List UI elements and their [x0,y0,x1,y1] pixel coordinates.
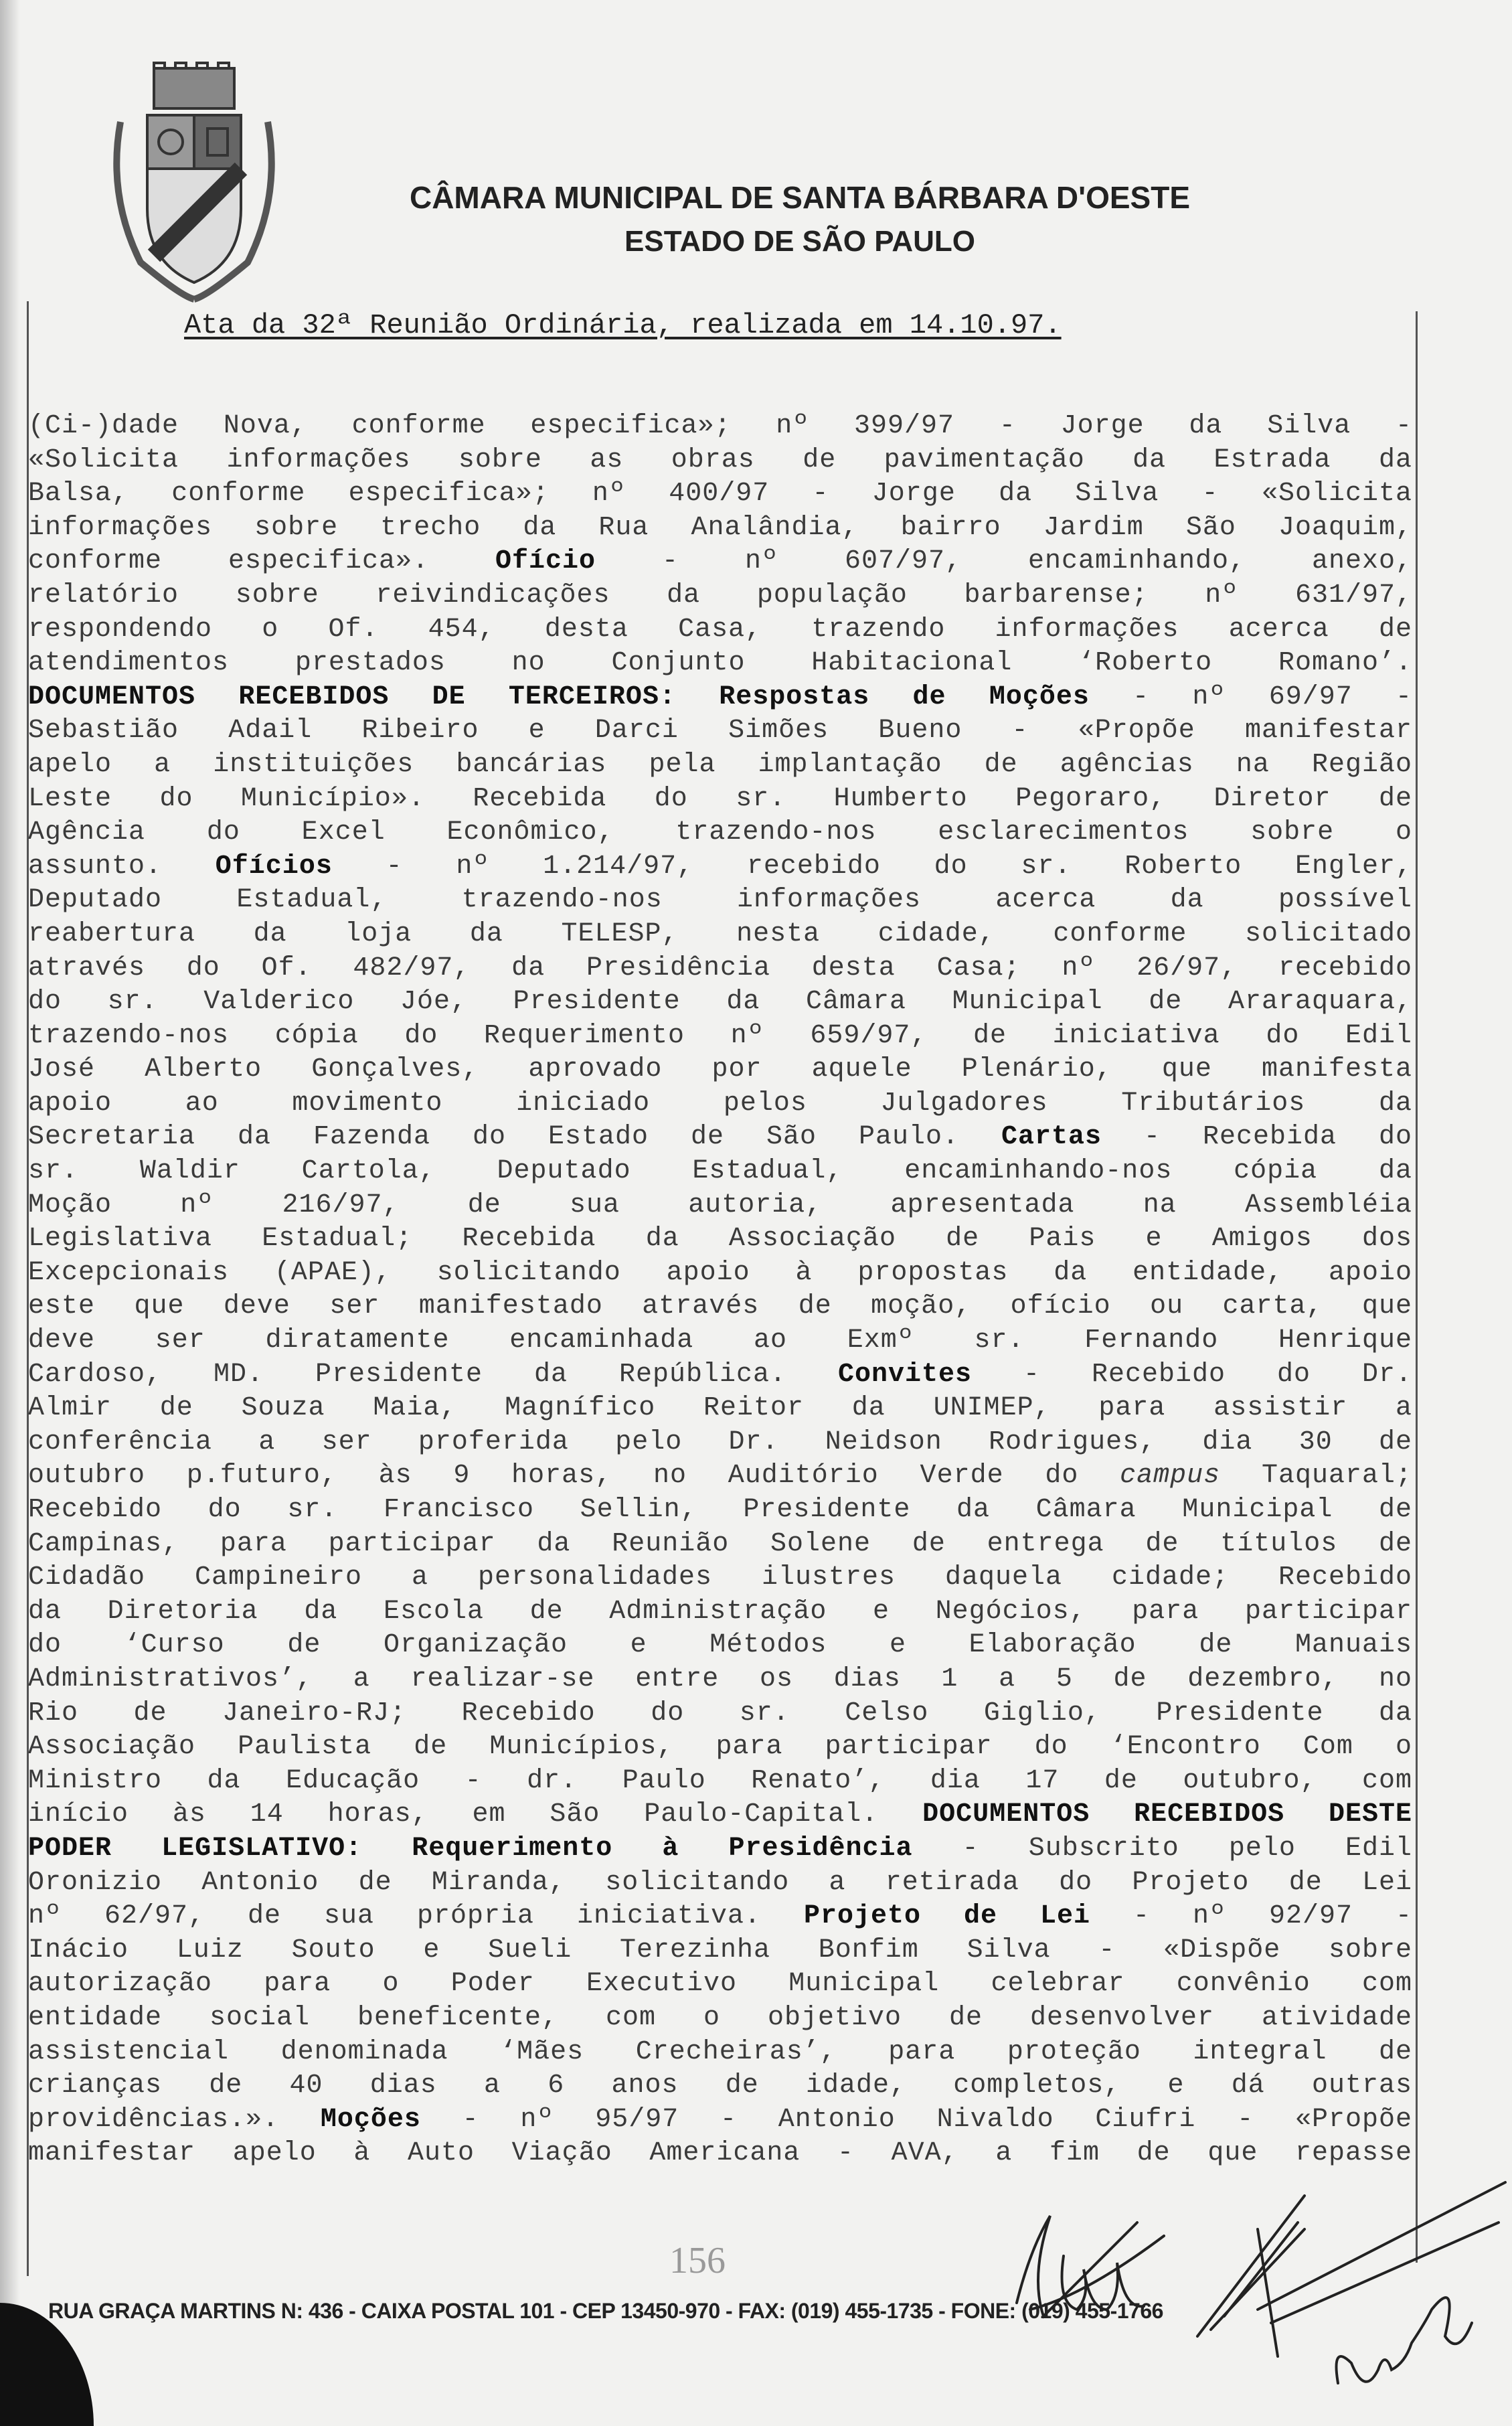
text-line [28,1663,1412,1697]
text-line [28,918,1412,952]
text-segment: Cardoso, MD. Presidente da República. [28,1359,838,1390]
text-segment: apoio ao movimento iniciado pelos Julgadores Tributários da [28,1088,1412,1119]
text-line [28,1493,1412,1528]
section-heading: Cartas [1001,1122,1102,1153]
section-heading: Projeto de Lei [804,1901,1091,1932]
text-line [28,477,1412,511]
text-segment: Recebido do sr. Francisco Sellin, Presidente da Câmara Municipal de [28,1495,1412,1525]
text-line [28,1459,1412,1493]
text-line [28,1629,1412,1663]
text-segment: (Ci-)dade Nova, conforme especifica»; nº 399/97 - Jorge da Silva - [28,411,1412,441]
text-segment: Balsa, conforme especifica»; nº 400/97 - Jorge da Silva - «Solicita [28,479,1412,509]
text-segment: Cidadão Campineiro a personalidades ilustres daquela cidade; Recebido [28,1562,1412,1593]
page-number: 156 [669,2240,726,2281]
minutes-body [28,410,1412,2171]
text-line [28,850,1412,884]
text-line [28,1087,1412,1121]
section-heading: PODER LEGISLATIVO: Requerimento à Presidência [28,1833,913,1864]
text-line [28,1832,1412,1866]
text-line [28,647,1412,681]
text-segment: Leste do Município». Recebida do sr. Humberto Pegoraro, Diretor de [28,783,1412,814]
text-line [28,1053,1412,1087]
text-segment: relatório sobre reivindicações da população barbarense; nº 631/97, [28,580,1412,611]
text-segment: apelo a instituições bancárias pela implantação de agências na Região [28,749,1412,780]
text-line [28,1934,1412,1968]
text-line [28,579,1412,613]
text-segment: - nº 1.214/97, recebido do sr. Roberto Engler, [386,851,1412,882]
text-line [28,1765,1412,1799]
text-segment: conforme especifica». [28,546,496,577]
text-line [28,1528,1412,1562]
text-segment: crianças de 40 dias a 6 anos de idade, completos, e dá outras [28,2071,1412,2101]
scan-edge-shadow [0,0,20,2426]
text-segment: respondendo o Of. 454, desta Casa, trazendo informações acerca de [28,614,1412,645]
text-segment: Campinas, para participar da Reunião Solene de entrega de títulos de [28,1528,1412,1559]
text-segment: Associação Paulista de Municípios, para participar do ‘Encontro Com o [28,1732,1412,1763]
right-margin-rule [1416,311,1418,2263]
text-line [28,1561,1412,1595]
text-segment: deve ser diratamente encaminhada ao Exmº sr. Fernando Henrique [28,1325,1412,1356]
institution-title: CÂMARA MUNICIPAL DE SANTA BÁRBARA D'OESTE [409,180,1191,215]
text-line [28,1121,1412,1155]
text-line [28,783,1412,817]
text-line [28,613,1412,647]
text-segment: assistencial denominada ‘Mães Crecheiras’, para proteção integral de [28,2036,1412,2067]
section-heading: DOCUMENTOS RECEBIDOS DESTE [922,1799,1412,1830]
text-segment: Ministro da Educação - dr. Paulo Renato’, dia 17 de outubro, com [28,1765,1412,1796]
text-line [28,1222,1412,1257]
text-segment: atendimentos prestados no Conjunto Habitacional ‘Roberto Romano’. [28,648,1412,679]
text-line [28,2103,1412,2137]
text-line [28,1257,1412,1291]
text-segment: Moção nº 216/97, de sua autoria, apresentada na Assembléia [28,1190,1412,1220]
text-line [28,444,1412,478]
text-segment: Administrativos’, a realizar-se entre os dias 1 a 5 de dezembro, no [28,1664,1412,1694]
text-segment: - nº 607/97, encaminhando, anexo, [662,546,1412,577]
text-line [28,1324,1412,1358]
section-heading: Convites [838,1359,973,1390]
text-segment: providências.». [28,2104,321,2135]
text-segment: Deputado Estadual, trazendo-nos informações acerca da possível [28,885,1412,916]
text-line [28,1866,1412,1901]
text-segment: Agência do Excel Econômico, trazendo-nos esclarecimentos sobre o [28,817,1412,848]
text-segment: - nº 92/97 - [1133,1901,1412,1932]
text-line [28,1392,1412,1426]
text-segment: - Recebido do Dr. [1023,1359,1412,1390]
section-heading: Moções [320,2104,421,2135]
text-line [28,1900,1412,1934]
text-segment: campus [1120,1461,1221,1491]
section-heading: DOCUMENTOS RECEBIDOS DE TERCEIROS: Respostas de Moções [28,681,1090,712]
text-segment: manifestar apelo à Auto Viação Americana - AVA, a fim de que repasse [28,2138,1412,2169]
text-segment: - nº 95/97 - Antonio Nivaldo Ciufri - «Propõe [462,2104,1412,2135]
text-segment: outubro p.futuro, às 9 horas, no Auditório Verde do [28,1461,1120,1491]
text-line [28,410,1412,444]
text-line [28,1358,1412,1392]
text-line [28,816,1412,850]
text-segment: Oronizio Antonio de Miranda, solicitando a retirada do Projeto de Lei [28,1867,1412,1898]
text-segment: - Subscrito pelo Edil [962,1833,1412,1864]
address-footer: RUA GRAÇA MARTINS N: 436 - CAIXA POSTAL 101 - CEP 13450-970 - FAX: (019) 455-1735 - FONE: (019) 455-1766 [48,2299,1163,2323]
text-line [28,748,1412,783]
text-segment: Taquaral; [1261,1461,1412,1491]
text-segment: José Alberto Gonçalves, aprovado por aquele Plenário, que manifesta [28,1054,1412,1085]
text-segment: conferência a ser proferida pelo Dr. Neidson Rodrigues, dia 30 de [28,1427,1412,1457]
text-line [28,511,1412,546]
section-heading: Ofícios [215,851,333,882]
text-segment: Sebastião Adail Ribeiro e Darci Simões Bueno - «Propõe manifestar [28,716,1412,746]
text-line [28,1189,1412,1223]
institution-subtitle: ESTADO DE SÃO PAULO [624,225,975,258]
text-segment: sr. Waldir Cartola, Deputado Estadual, encaminhando-nos cópia da [28,1156,1412,1187]
text-segment: assunto. [28,851,216,882]
text-segment: Legislativa Estadual; Recebida da Associação de Pais e Amigos dos [28,1224,1412,1255]
text-segment: «Solicita informações sobre as obras de pavimentação da Estrada da [28,444,1412,475]
text-line [28,1730,1412,1765]
text-line [28,2036,1412,2070]
text-line [28,1595,1412,1629]
text-segment: Excepcionais (APAE), solicitando apoio à propostas da entidade, apoio [28,1257,1412,1288]
signatures-icon [990,2142,1512,2426]
text-segment: Inácio Luiz Souto e Sueli Terezinha Bonfim Silva - «Dispõe sobre [28,1935,1412,1965]
text-line [28,1020,1412,1054]
text-line [28,1697,1412,1731]
text-line [28,1290,1412,1324]
text-segment: nº 62/97, de sua própria iniciativa. [28,1901,805,1932]
text-line [28,952,1412,986]
text-segment: do sr. Valderico Jóe, Presidente da Câmara Municipal de Araraquara, [28,987,1412,1018]
text-line [28,884,1412,918]
text-segment: este que deve ser manifestado através de moção, ofício ou carta, que [28,1291,1412,1322]
minutes-heading: Ata da 32ª Reunião Ordinária, realizada em 14.10.97. [184,309,1062,341]
text-segment: Rio de Janeiro-RJ; Recebido do sr. Celso Giglio, Presidente da [28,1698,1412,1728]
text-segment: início às 14 horas, em São Paulo-Capital. [28,1799,923,1830]
text-segment: entidade social beneficente, com o objetivo de desenvolver atividade [28,2002,1412,2033]
text-segment: - Recebida do [1143,1122,1412,1153]
text-segment: através do Of. 482/97, da Presidência desta Casa; nº 26/97, recebido [28,953,1412,983]
text-line [28,2002,1412,2036]
text-segment: da Diretoria da Escola de Administração e Negócios, para participar [28,1596,1412,1627]
text-line [28,714,1412,748]
text-line [28,1967,1412,2002]
text-line [28,1798,1412,1832]
text-segment: reabertura da loja da TELESP, nesta cidade, conforme solicitado [28,918,1412,949]
text-line [28,1426,1412,1460]
coat-of-arms-icon [100,62,288,303]
text-line [28,985,1412,1020]
text-line [28,681,1412,715]
text-segment: informações sobre trecho da Rua Analândia, bairro Jardim São Joaquim, [28,512,1412,543]
text-line [28,1155,1412,1189]
text-segment: Secretaria da Fazenda do Estado de São Paulo. [28,1122,1001,1153]
text-segment: - nº 69/97 - [1132,681,1412,712]
section-heading: Ofício [495,546,596,577]
text-line [28,2069,1412,2103]
text-segment: do ‘Curso de Organização e Métodos e Elaboração de Manuais [28,1630,1412,1661]
text-line [28,545,1412,579]
text-segment: trazendo-nos cópia do Requerimento nº 659/97, de iniciativa do Edil [28,1020,1412,1051]
text-segment: autorização para o Poder Executivo Municipal celebrar convênio com [28,1969,1412,2000]
text-segment: Almir de Souza Maia, Magnífico Reitor da UNIMEP, para assistir a [28,1393,1412,1424]
